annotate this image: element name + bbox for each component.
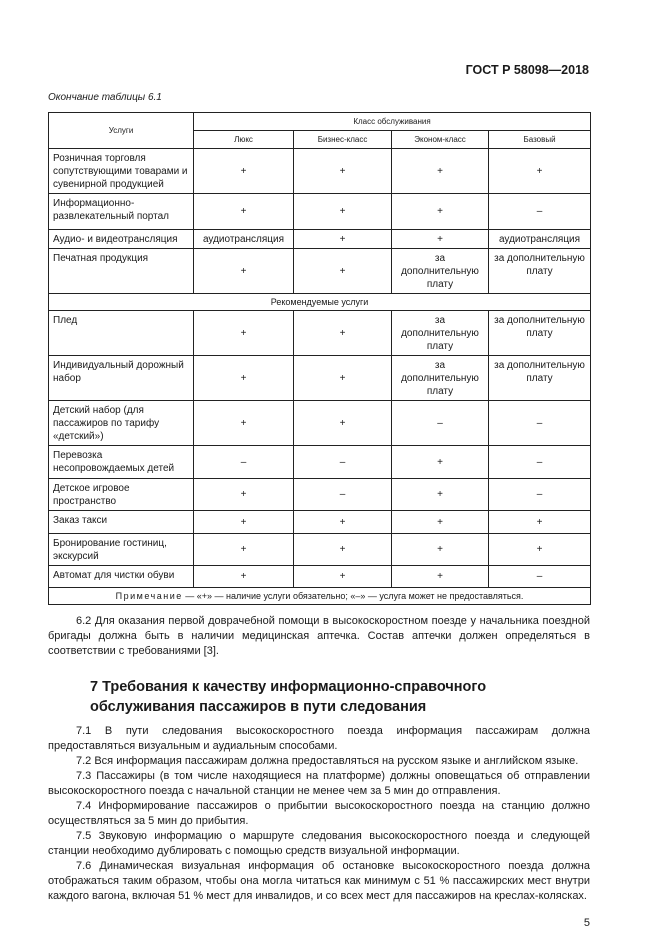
service-availability-cell: за дополнительную плату <box>392 311 489 356</box>
service-availability-cell: + <box>392 534 489 566</box>
table-row <box>49 249 591 294</box>
service-availability-cell: + <box>392 511 489 534</box>
table-row <box>49 566 591 588</box>
service-availability-cell: – <box>489 566 591 588</box>
service-availability-cell: за дополнительную плату <box>392 249 489 294</box>
service-availability-cell: + <box>392 230 489 249</box>
service-availability-cell: + <box>392 149 489 194</box>
service-availability-cell: – <box>489 194 591 230</box>
service-availability-cell: – <box>489 401 591 446</box>
service-availability-cell: + <box>294 356 392 401</box>
service-availability-cell: + <box>489 149 591 194</box>
service-availability-cell: аудиотрансляция <box>489 230 591 249</box>
page-content <box>48 91 590 930</box>
table-row <box>49 479 591 511</box>
service-availability-cell: – <box>489 446 591 479</box>
service-name: Перевозка несопровождаемых детей <box>49 446 194 479</box>
service-name: Плед <box>49 311 194 356</box>
service-availability-cell: за дополнительную плату <box>489 311 591 356</box>
paragraph-7-3: 7.3 Пассажиры (в том числе находящиеся на платформе) должны оповещаться об отправлении высокоскоростного поезда с начальной станции не менее чем за 5 мин до отправления. <box>48 770 590 797</box>
paragraph-7-1: 7.1 В пути следования высокоскоростного поезда информация пассажирам должна предоставляться визуальным и аудиальным способами. <box>48 725 590 752</box>
table-row <box>49 230 591 249</box>
services-table <box>48 112 591 605</box>
table-note <box>49 588 591 605</box>
document-standard-number: ГОСТ Р 58098—2018 <box>465 63 589 77</box>
service-availability-cell: + <box>194 534 294 566</box>
service-name: Детское игровое пространство <box>49 479 194 511</box>
service-availability-cell: аудиотрансляция <box>194 230 294 249</box>
service-name: Детский набор (для пассажиров по тарифу «детский») <box>49 401 194 446</box>
service-availability-cell: + <box>194 249 294 294</box>
service-availability-cell: + <box>489 511 591 534</box>
service-name: Информационно-развлекательный портал <box>49 194 194 230</box>
section-7-heading: 7 Требования к качеству информационно-справочного обслуживания пассажиров в пути следования <box>90 679 487 715</box>
service-availability-cell: + <box>194 401 294 446</box>
note-text: — «+» — наличие услуги обязательно; «–» — услуга может не предоставляться. <box>182 591 524 601</box>
table-row <box>49 401 591 446</box>
table-caption: Окончание таблицы 6.1 <box>48 92 162 103</box>
table-row <box>49 194 591 230</box>
service-availability-cell: – <box>294 479 392 511</box>
table-row <box>49 446 591 479</box>
table-row <box>49 356 591 401</box>
service-availability-cell: за дополнительную плату <box>489 249 591 294</box>
column-group-service-class: Класс обслуживания <box>194 113 591 131</box>
service-availability-cell: + <box>392 446 489 479</box>
section-recommended-services: Рекомендуемые услуги <box>49 294 591 311</box>
service-name: Индивидуальный дорожный набор <box>49 356 194 401</box>
page-number: 5 <box>583 917 590 929</box>
column-header-economy: Эконом-класс <box>392 131 489 149</box>
service-availability-cell: за дополнительную плату <box>392 356 489 401</box>
service-name: Розничная торговля сопутствующими товарами и сувенирной продукцией <box>49 149 194 194</box>
service-availability-cell: + <box>294 511 392 534</box>
service-availability-cell: + <box>194 311 294 356</box>
service-availability-cell: + <box>294 566 392 588</box>
service-availability-cell: + <box>294 534 392 566</box>
column-header-business: Бизнес-класс <box>294 131 392 149</box>
service-name: Печатная продукция <box>49 249 194 294</box>
service-name: Бронирование гостиниц, экскурсий <box>49 534 194 566</box>
note-label: Примечание <box>115 591 183 601</box>
paragraph-7-2: 7.2 Вся информация пассажирам должна предоставляться на русском языке и английском языке. <box>76 755 579 767</box>
paragraph-7-4: 7.4 Информирование пассажиров о прибытии высокоскоростного поезда на станцию должно осуществляться за 5 мин до прибытия. <box>48 800 590 827</box>
service-availability-cell: – <box>489 479 591 511</box>
service-name: Автомат для чистки обуви <box>49 566 194 588</box>
service-availability-cell: + <box>194 356 294 401</box>
paragraph-7-5: 7.5 Звуковую информацию о маршруте следования высокоскоростного поезда и следующей станции необходимо дублировать с помощью средств визуальной информации. <box>48 830 590 857</box>
service-name: Заказ такси <box>49 511 194 534</box>
service-availability-cell: – <box>294 446 392 479</box>
table-row <box>49 311 591 356</box>
service-availability-cell: + <box>194 149 294 194</box>
section-7-body <box>48 724 590 904</box>
service-availability-cell: – <box>194 446 294 479</box>
service-availability-cell: + <box>194 511 294 534</box>
column-header-lux: Люкс <box>194 131 294 149</box>
service-availability-cell: + <box>294 249 392 294</box>
service-availability-cell: + <box>194 566 294 588</box>
service-availability-cell: + <box>194 194 294 230</box>
service-availability-cell: + <box>294 230 392 249</box>
paragraph-6-2 <box>48 614 590 659</box>
service-availability-cell: + <box>392 194 489 230</box>
paragraph-7-6: 7.6 Динамическая визуальная информация об остановке высокоскоростного поезда должна отображаться таким образом, чтобы она могла читаться как минимум с 51 % пассажирских мест внутри каждого вагона, включая 51 % мест для инвалидов, и со всех мест для пассажиров на креслах-колясках. <box>48 860 590 902</box>
service-availability-cell: + <box>294 311 392 356</box>
table-row <box>49 534 591 566</box>
service-availability-cell: + <box>294 149 392 194</box>
column-header-services: Услуги <box>49 113 194 149</box>
service-availability-cell: + <box>392 566 489 588</box>
table-row <box>49 149 591 194</box>
paragraph-text: 6.2 Для оказания первой доврачебной помощи в высокоскоростном поезде у начальника поездной бригады должна быть в наличии медицинская аптечка. Состав аптечки должен определяться в соответствии с требованиями [3]. <box>48 615 590 657</box>
service-availability-cell: + <box>194 479 294 511</box>
service-availability-cell: + <box>392 479 489 511</box>
column-header-basic: Базовый <box>489 131 591 149</box>
service-availability-cell: за дополнительную плату <box>489 356 591 401</box>
service-name: Аудио- и видеотрансляция <box>49 230 194 249</box>
service-availability-cell: – <box>392 401 489 446</box>
service-availability-cell: + <box>489 534 591 566</box>
service-availability-cell: + <box>294 194 392 230</box>
table-row <box>49 511 591 534</box>
service-availability-cell: + <box>294 401 392 446</box>
